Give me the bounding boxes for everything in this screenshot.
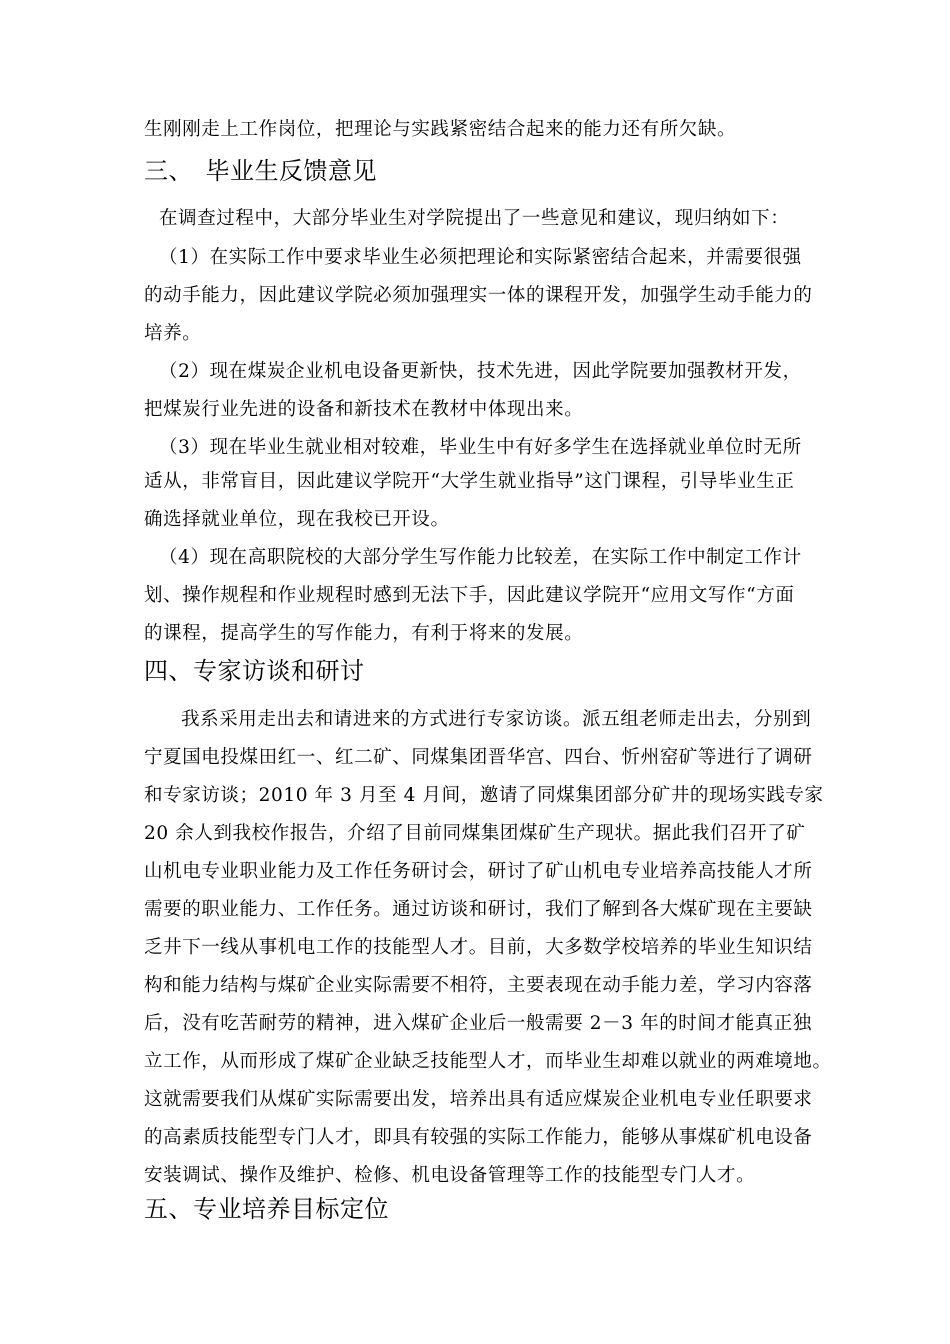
paragraph-line: 山机电专业职业能力及工作任务研讨会，研讨了矿山机电专业培养高技能人才所: [144, 861, 813, 882]
paragraph-line: （3）现在毕业生就业相对较难，毕业生中有好多学生在选择就业单位时无所: [159, 437, 802, 458]
paragraph-line: 适从，非常盲目，因此建议学院开“大学生就业指导”这门课程，引导毕业生正: [144, 471, 795, 492]
paragraph-line: 这就需要我们从煤矿实际需要出发，培养出具有适应煤炭企业机电专业任职要求: [144, 1089, 813, 1110]
paragraph-line: 在调查过程中，大部分毕业生对学院提出了一些意见和建议，现归纳如下：: [159, 208, 790, 229]
paragraph-line: 安装调试、操作及维护、检修、机电设备管理等工作的技能型专门人才。: [144, 1165, 756, 1186]
paragraph-line: 把煤炭行业先进的设备和新技术在教材中体现出来。: [144, 399, 584, 420]
paragraph-line: 需要的职业能力、工作任务。通过访谈和研讨，我们了解到各大煤矿现在主要缺: [144, 899, 813, 920]
paragraph-line: 20 余人到我校作报告，介绍了目前同煤集团煤矿生产现状。据此我们召开了矿: [144, 823, 806, 844]
paragraph-line: 宁夏国电投煤田红一、红二矿、同煤集团晋华宫、四台、忻州窑矿等进行了调研: [144, 747, 813, 768]
paragraph-line: （1）在实际工作中要求毕业生必须把理论和实际紧密结合起来，并需要很强: [159, 247, 802, 268]
paragraph-line: 培养。: [144, 323, 202, 344]
paragraph-line: 划、操作规程和作业规程时感到无法下手，因此建议学院开“应用文写作“方面: [144, 585, 795, 606]
paragraph-line: （4）现在高职院校的大部分学生写作能力比较差，在实际工作中制定工作计: [159, 547, 802, 568]
paragraph-line: 构和能力结构与煤矿企业实际需要不相符，主要表现在动手能力差，学习内容落: [144, 975, 813, 996]
paragraph-line: 生刚刚走上工作岗位，把理论与实践紧密结合起来的能力还有所欠缺。: [144, 119, 737, 140]
section-heading-4: 四、专家访谈和研讨: [144, 657, 365, 685]
paragraph-line: 确选择就业单位，现在我校已开设。: [144, 509, 450, 530]
section-heading-3: 三、 毕业生反馈意见: [144, 157, 377, 185]
paragraph-line: 的动手能力，因此建议学院必须加强理实一体的课程开发，加强学生动手能力的: [144, 285, 813, 306]
paragraph-line: 后，没有吃苦耐劳的精神，进入煤矿企业后一般需要 2－3 年的时间才能真正独: [144, 1013, 813, 1034]
paragraph-line: 的高素质技能型专门人才，即具有较强的实际工作能力，能够从事煤矿机电设备: [144, 1127, 813, 1148]
section-heading-5: 五、专业培养目标定位: [144, 1195, 389, 1223]
paragraph-line: 我系采用走出去和请进来的方式进行专家访谈。派五组老师走出去，分别到: [181, 709, 812, 730]
paragraph-line: （2）现在煤炭企业机电设备更新快，技术先进，因此学院要加强教材开发，: [159, 361, 802, 382]
paragraph-line: 的课程，提高学生的写作能力，有利于将来的发展。: [144, 623, 584, 644]
paragraph-line: 和专家访谈；2010 年 3 月至 4 月间，邀请了同煤集团部分矿井的现场实践专家: [144, 785, 824, 806]
paragraph-line: 立工作，从而形成了煤矿企业缺乏技能型人才，而毕业生却难以就业的两难境地。: [144, 1051, 832, 1072]
paragraph-line: 乏井下一线从事机电工作的技能型人才。目前，大多数学校培养的毕业生知识结: [144, 937, 813, 958]
